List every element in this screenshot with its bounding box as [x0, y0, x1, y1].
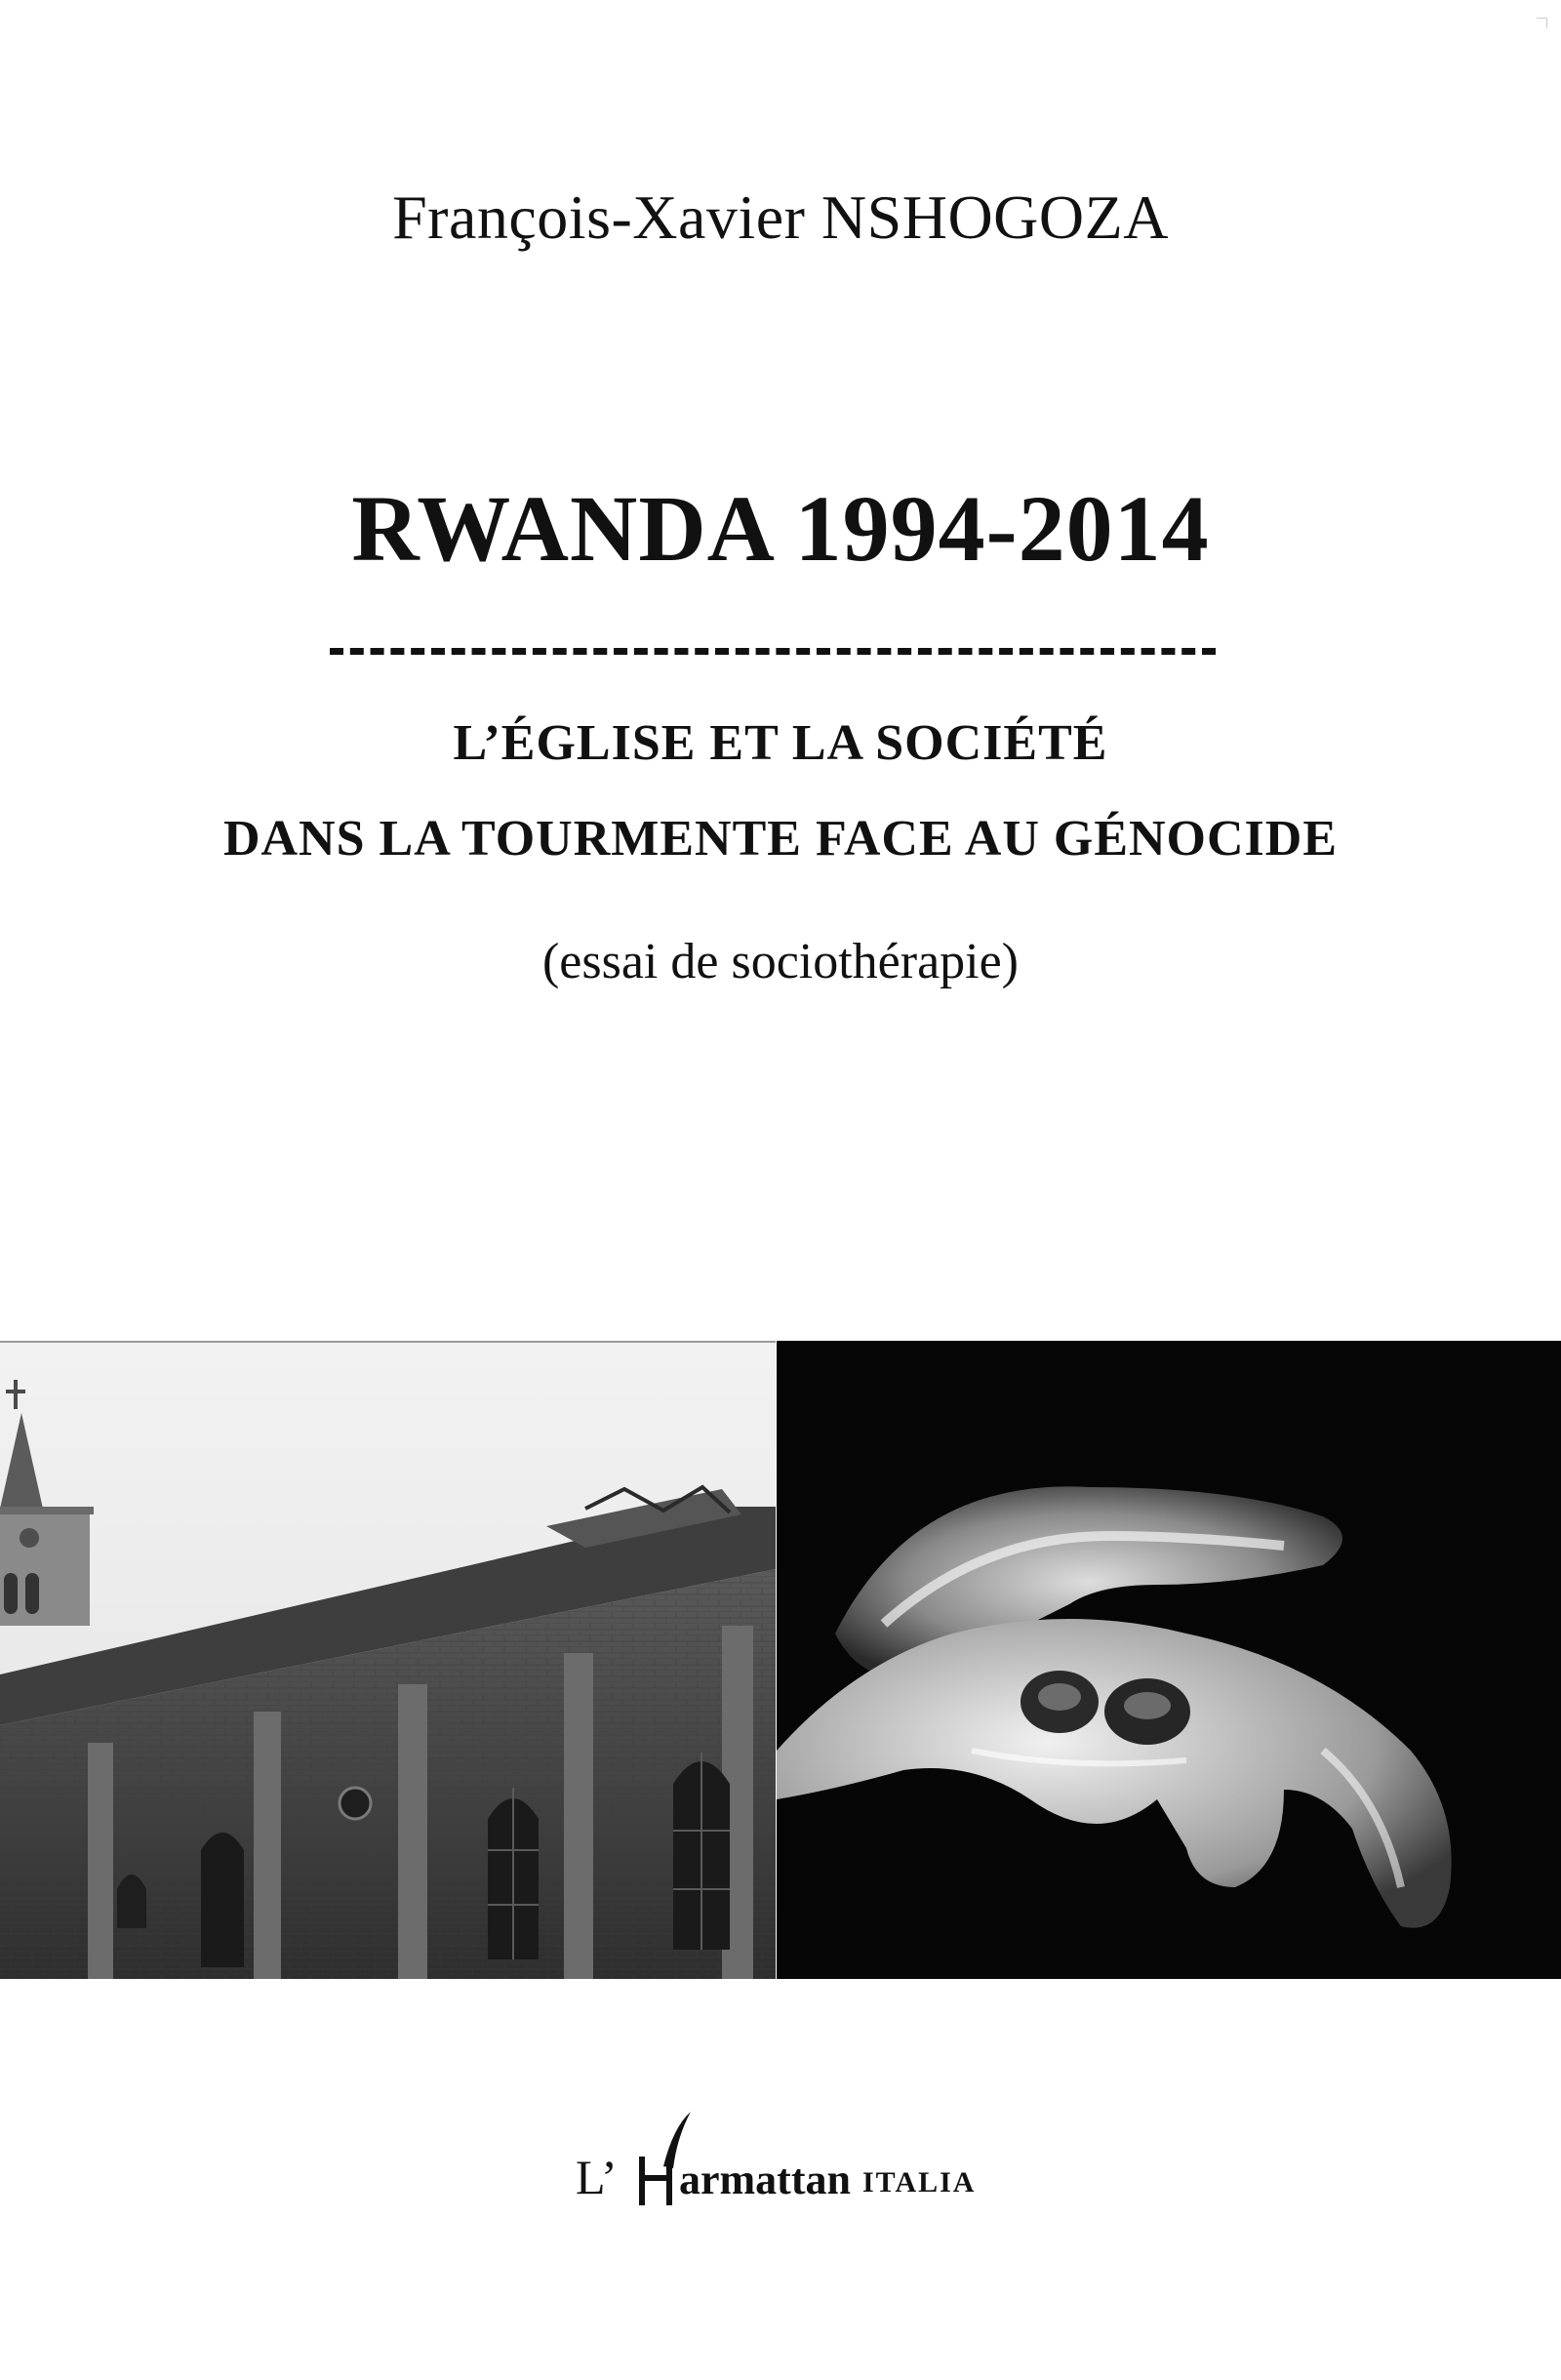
subtitle-line-1: L’ÉGLISE ET LA SOCIÉTÉ [453, 715, 1108, 771]
publisher-logo [576, 2098, 1024, 2205]
subtitle-line-2: DANS LA TOURMENTE FACE AU GÉNOCIDE [222, 811, 1339, 867]
publisher-prefix: L’ [576, 2150, 618, 2204]
dashed-divider [330, 648, 1216, 655]
publisher-suffix: ITALIA [862, 2166, 977, 2198]
publisher-name: armattan [679, 2156, 851, 2203]
book-title: RWANDA 1994-2014 [351, 476, 1210, 581]
subtitle-note: (essai de sociothérapie) [541, 934, 1019, 989]
hands-photo [777, 1341, 1561, 1979]
church-photo [0, 1341, 776, 1979]
crop-mark [1537, 18, 1547, 28]
author-name: François-Xavier NSHOGOZA [392, 182, 1169, 252]
